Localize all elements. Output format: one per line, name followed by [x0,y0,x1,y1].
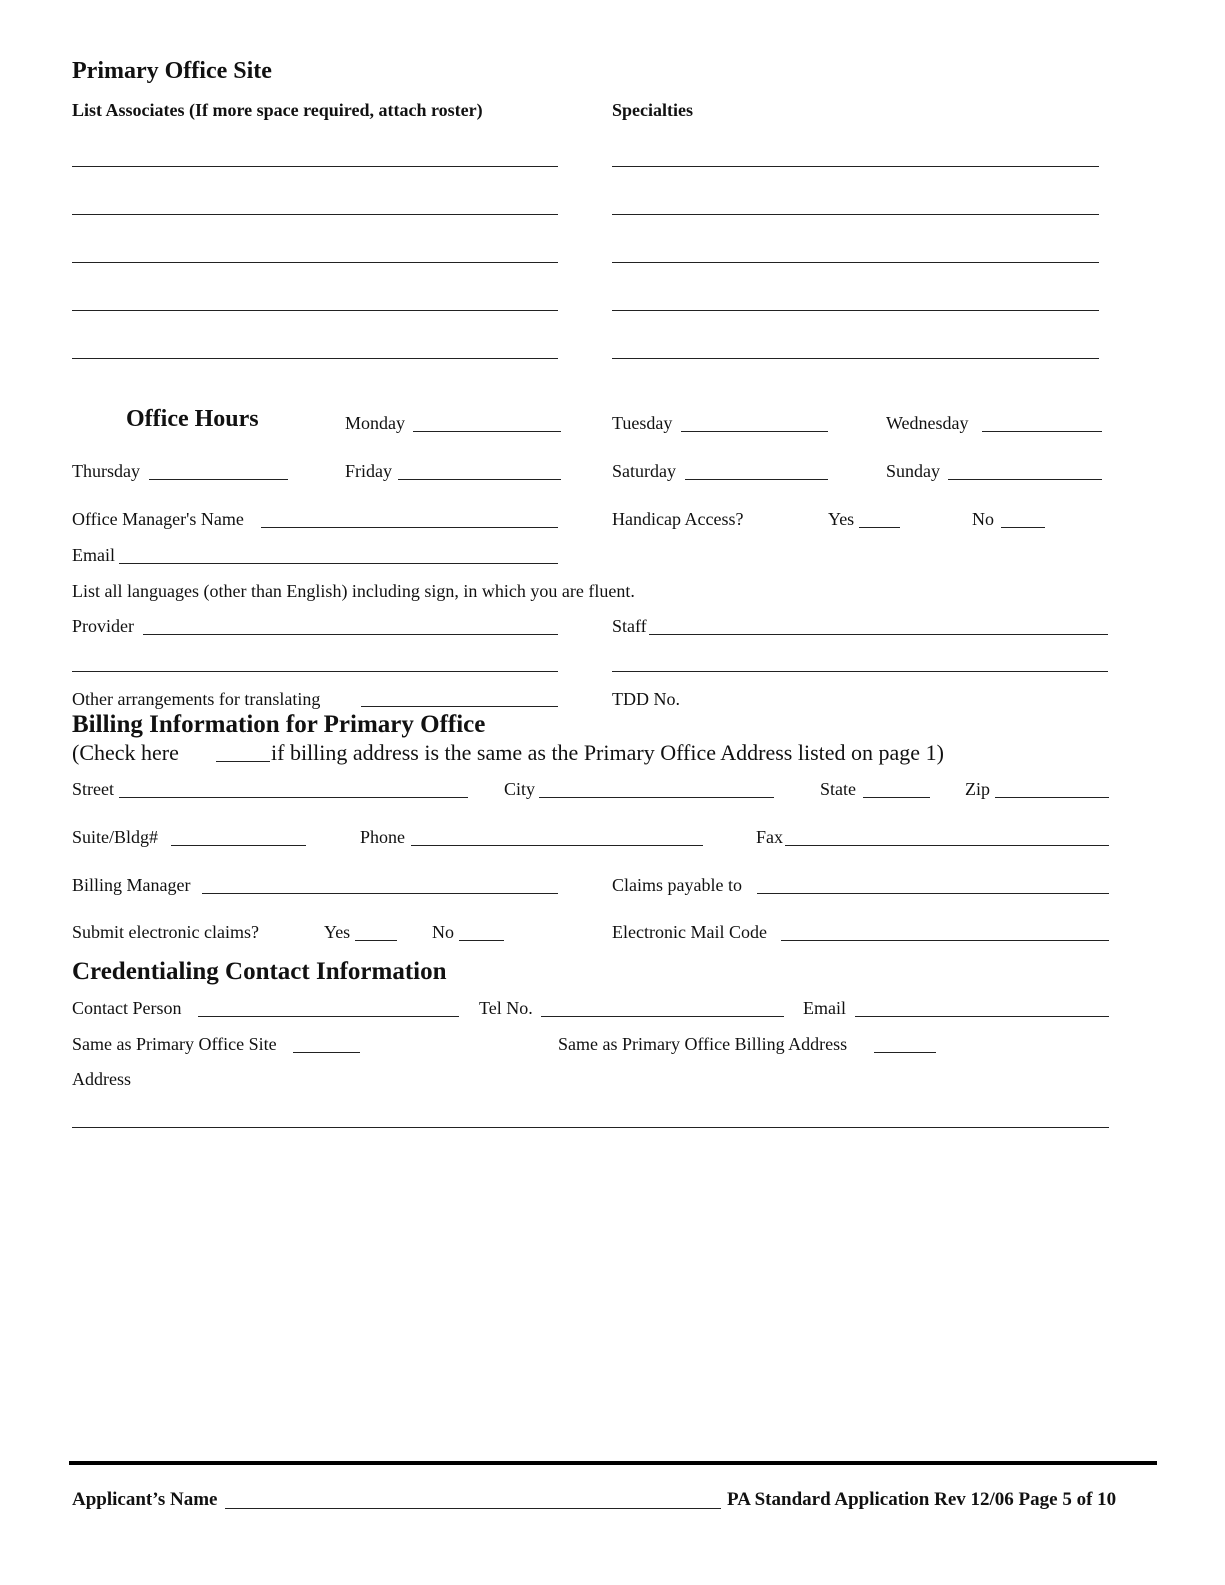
street-label: Street [72,779,114,799]
specialty-line-5[interactable] [612,358,1099,359]
zip-field[interactable] [995,797,1109,798]
claims-payable-field[interactable] [757,893,1109,894]
suite-field[interactable] [171,845,306,846]
associates-header: List Associates (If more space required, attach roster) [72,100,483,120]
provider-field[interactable] [143,634,558,635]
monday-field[interactable] [413,431,561,432]
wednesday-label: Wednesday [886,413,969,433]
city-label: City [504,779,536,799]
city-field[interactable] [539,797,774,798]
phone-label: Phone [360,827,405,847]
staff-label: Staff [612,616,647,636]
office-hours-title: Office Hours [126,406,259,432]
same-billing-field[interactable] [874,1052,936,1053]
mail-code-label: Electronic Mail Code [612,922,767,942]
suite-label: Suite/Bldg# [72,827,159,847]
specialties-header: Specialties [612,100,693,120]
fax-label: Fax [756,827,783,847]
handicap-yes-label: Yes [828,509,855,529]
staff-field-2[interactable] [612,671,1108,672]
claims-payable-label: Claims payable to [612,875,742,895]
billing-manager-field[interactable] [202,893,558,894]
contact-email-field[interactable] [855,1016,1109,1017]
associate-line-2[interactable] [72,214,558,215]
provider-label: Provider [72,616,134,636]
saturday-field[interactable] [685,479,828,480]
fax-field[interactable] [785,845,1109,846]
same-site-field[interactable] [293,1052,360,1053]
state-field[interactable] [863,797,930,798]
billing-check-suffix: if billing address is the same as the Primary Office Address listed on page 1) [271,740,944,765]
applicant-name-field[interactable] [225,1508,721,1509]
billing-check-prefix: (Check here [72,740,179,765]
tuesday-field[interactable] [681,431,828,432]
submit-claims-no-label: No [432,922,454,942]
associate-line-1[interactable] [72,166,558,167]
other-arrangements-field[interactable] [361,706,558,707]
same-billing-label: Same as Primary Office Billing Address [558,1034,848,1054]
languages-text: List all languages (other than English) including sign, in which you are fluent. [72,581,635,601]
handicap-label: Handicap Access? [612,509,744,529]
address-label: Address [72,1069,131,1089]
provider-field-2[interactable] [72,671,558,672]
state-label: State [820,779,856,799]
billing-manager-label: Billing Manager [72,875,191,895]
form-info: PA Standard Application Rev 12/06 Page 5 of 10 [727,1489,1117,1510]
street-field[interactable] [119,797,468,798]
footer-divider [69,1461,1157,1465]
thursday-label: Thursday [72,461,140,481]
staff-field[interactable] [649,634,1108,635]
contact-person-field[interactable] [198,1016,459,1017]
associate-line-5[interactable] [72,358,558,359]
tel-label: Tel No. [479,998,533,1018]
contact-email-label: Email [803,998,846,1018]
specialty-line-2[interactable] [612,214,1099,215]
contact-person-label: Contact Person [72,998,182,1018]
applicant-name-label: Applicant’s Name [72,1489,218,1510]
submit-claims-yes-field[interactable] [355,940,397,941]
sunday-field[interactable] [948,479,1102,480]
wednesday-field[interactable] [982,431,1102,432]
specialty-line-3[interactable] [612,262,1099,263]
other-arrangements-label: Other arrangements for translating [72,689,321,709]
billing-title: Billing Information for Primary Office [72,711,486,738]
handicap-yes-field[interactable] [859,527,900,528]
tuesday-label: Tuesday [612,413,673,433]
same-site-label: Same as Primary Office Site [72,1034,277,1054]
zip-label: Zip [965,779,990,799]
submit-claims-yes-label: Yes [324,922,351,942]
handicap-no-field[interactable] [1001,527,1045,528]
handicap-no-label: No [972,509,994,529]
submit-claims-label: Submit electronic claims? [72,922,259,942]
tel-field[interactable] [541,1016,784,1017]
address-field[interactable] [72,1127,1109,1128]
tdd-label: TDD No. [612,689,680,709]
office-manager-label: Office Manager's Name [72,509,244,529]
billing-same-checkbox[interactable] [216,761,270,762]
credentialing-title: Credentialing Contact Information [72,958,447,985]
friday-field[interactable] [398,479,561,480]
saturday-label: Saturday [612,461,676,481]
specialty-line-4[interactable] [612,310,1099,311]
friday-label: Friday [345,461,392,481]
associate-line-3[interactable] [72,262,558,263]
mail-code-field[interactable] [781,940,1109,941]
page-title: Primary Office Site [72,58,272,84]
submit-claims-no-field[interactable] [459,940,504,941]
associate-line-4[interactable] [72,310,558,311]
email-field[interactable] [119,563,558,564]
phone-field[interactable] [411,845,703,846]
office-manager-field[interactable] [261,527,558,528]
specialty-line-1[interactable] [612,166,1099,167]
monday-label: Monday [345,413,405,433]
sunday-label: Sunday [886,461,940,481]
thursday-field[interactable] [149,479,288,480]
email-label: Email [72,545,115,565]
